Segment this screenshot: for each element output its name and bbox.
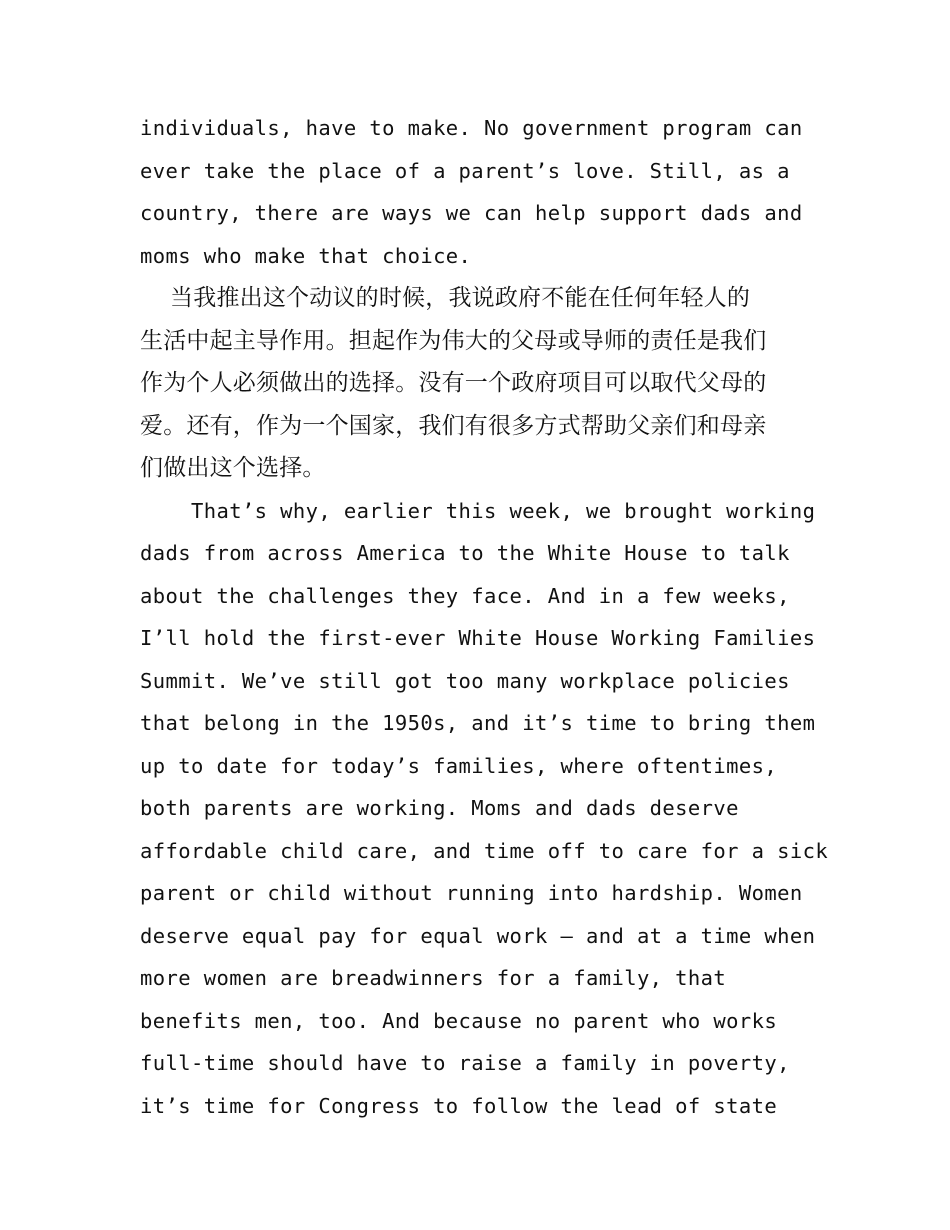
text-line: affordable child care, and time off to care for a sick bbox=[140, 838, 829, 863]
text-line: it’s time for Congress to follow the lead of state bbox=[140, 1093, 778, 1118]
text-line: up to date for today’s families, where oftentimes, bbox=[140, 753, 778, 778]
text-line: Summit. We’ve still got too many workplace policies bbox=[140, 668, 790, 693]
text-line: that belong in the 1950s, and it’s time to bring them bbox=[140, 711, 816, 735]
text-line: country, there are ways we can help support dads and bbox=[140, 201, 803, 225]
text-line: deserve equal pay for equal work – and at a time when bbox=[140, 923, 816, 948]
text-line: dads from across America to the White House to talk bbox=[140, 541, 790, 565]
text-line: 作为个人必须做出的选择。没有一个政府项目可以取代父母的 bbox=[140, 370, 767, 396]
text-line: both parents are working. Moms and dads deserve bbox=[140, 796, 739, 820]
text-line: benefits men, too. And because no parent who works bbox=[140, 1008, 778, 1033]
text-line: individuals, have to make. No government program can bbox=[140, 116, 803, 140]
text-line: full-time should have to raise a family in poverty, bbox=[140, 1051, 790, 1075]
text-line: more women are breadwinners for a family, that bbox=[140, 966, 727, 990]
text-line: moms who make that choice. bbox=[140, 243, 472, 268]
text-line: ever take the place of a parent’s love. Still, as a bbox=[140, 158, 790, 183]
text-line: 们做出这个选择。 bbox=[140, 455, 326, 481]
text-line: I’ll hold the first-ever White House Working Families bbox=[140, 626, 816, 650]
text-line: about the challenges they face. And in a few weeks, bbox=[140, 583, 790, 608]
text-line: parent or child without running into hardship. Women bbox=[140, 881, 803, 905]
text-line: 生活中起主导作用。担起作为伟大的父母或导师的责任是我们 bbox=[140, 327, 767, 354]
text-line: 爱。还有，作为一个国家，我们有很多方式帮助父亲们和母亲 bbox=[140, 412, 767, 439]
text-line: 当我推出这个动议的时候，我说政府不能在任何年轻人的 bbox=[140, 285, 751, 311]
text-line: That’s why, earlier this week, we brought working bbox=[140, 498, 816, 523]
body-text bbox=[140, 107, 829, 1127]
